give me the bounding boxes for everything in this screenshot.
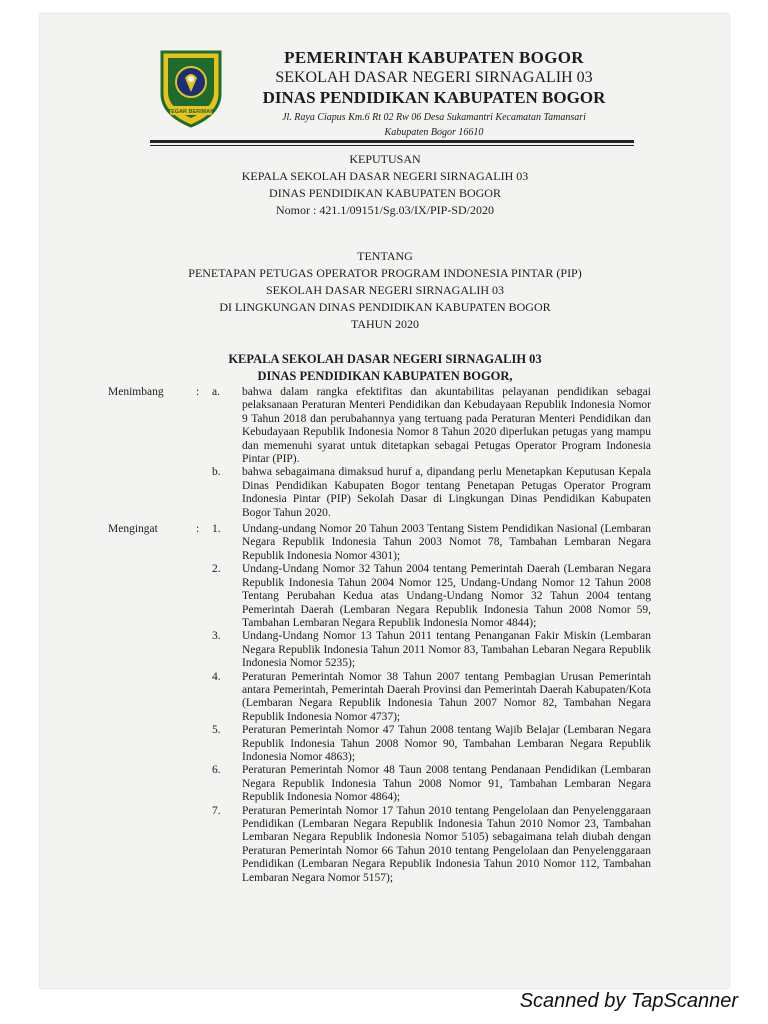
list-item bbox=[40, 563, 729, 630]
item-marker: 1. bbox=[212, 523, 221, 536]
mengingat-label: Mengingat bbox=[108, 523, 158, 536]
about-line-3: DI LINGKUNGAN DINAS PENDIDIKAN KABUPATEN BOGOR bbox=[219, 300, 551, 314]
item-marker: 4. bbox=[212, 670, 221, 683]
decree-line-2: DINAS PENDIDIKAN KABUPATEN BOGOR bbox=[269, 186, 501, 200]
letterhead-postcode: Kabupaten Bogor 16610 bbox=[384, 127, 484, 138]
issuer-line-1: KEPALA SEKOLAH DASAR NEGERI SIRNAGALIH 03 bbox=[228, 352, 542, 366]
item-text: bahwa sebagaimana dimaksud huruf a, dipandang perlu Menetapkan Keputusan Kepala Dinas Pendidikan Kabupaten Bogor tentang Penetapan Petugas Operator Program Indonesia Pintar (PIP) Sekolah Dasar di Lingkungan Dinas Pendidikan Kabupaten Bogor Tahun 2020. bbox=[242, 466, 651, 519]
item-marker: 5. bbox=[212, 724, 221, 737]
letterhead-address: Jl. Raya Ciapus Km.6 Rt 02 Rw 06 Desa Sukamantri Kecamatan Tamansari bbox=[282, 112, 586, 123]
logo-motto: TEGAR BERIMAN bbox=[167, 109, 215, 115]
mengingat-section bbox=[40, 523, 729, 885]
item-marker: 2. bbox=[212, 563, 221, 576]
item-marker: a. bbox=[212, 386, 220, 398]
about-line-1: PENETAPAN PETUGAS OPERATOR PROGRAM INDONESIA PINTAR (PIP) bbox=[188, 266, 582, 280]
item-text: Undang-undang Nomor 20 Tahun 2003 Tentang Sistem Pendidikan Nasional (Lembaran Negara Republik Indonesia Tahun 2003 Nomot 78, Tambahan Lembaran Negara Republik Indonesia Nomor 4301); bbox=[242, 523, 651, 562]
item-text: Peraturan Pemerintah Nomor 38 Tahun 2007 tentang Pembagian Urusan Pemerintah antara Pemerintah, Pemerintah Daerah Provinsi dan Pemerintah Daerah Kabupaten/Kota (Lembaran Negara Republik Indonesia Tahun 2007 Nomor 82, Tambahan Negara Republik Indonesia Nomor 4737); bbox=[242, 670, 651, 723]
mengingat-colon: : bbox=[196, 523, 200, 536]
list-item bbox=[40, 724, 729, 764]
item-text: Peraturan Pemerintah Nomor 47 Tahun 2008 tentang Wajib Belajar (Lembaran Negara Republik Indonesia Tahun 2008 Nomor 90, Tambahan Lembaran Negara Republik Indonesia Nomor 4863); bbox=[242, 724, 651, 763]
letterhead-office: DINAS PENDIDIKAN KABUPATEN BOGOR bbox=[262, 88, 606, 107]
bogor-crest-logo bbox=[158, 48, 224, 128]
issuer-line-2: DINAS PENDIDIKAN KABUPATEN BOGOR, bbox=[257, 369, 513, 383]
letterhead bbox=[236, 48, 632, 140]
issuer-heading bbox=[100, 351, 670, 385]
list-item bbox=[40, 466, 729, 520]
list-item bbox=[40, 523, 729, 563]
list-item bbox=[40, 630, 729, 670]
menimbang-colon: : bbox=[196, 386, 200, 398]
menimbang-label: Menimbang bbox=[108, 386, 164, 398]
letterhead-divider-thin bbox=[150, 145, 634, 146]
item-marker: 7. bbox=[212, 804, 221, 817]
list-item bbox=[40, 764, 729, 804]
about-line-4: TAHUN 2020 bbox=[350, 317, 420, 331]
document-page bbox=[40, 14, 729, 988]
item-text: bahwa dalam rangka efektifitas dan akuntabilitas pelayanan pendidikan sebagai pelaksanaan Peraturan Menteri Pendidikan dan Kebudayaan Republik Indonesia Nomor 9 Tahun 2018 dan perubahannya yang tertuang pada Peraturan Menteri Pendidikan dan Kebudayaan Republik Indonesia Nomor 8 Tahun 2020 diperlukan petugas yang mampu dan memenuhi syarat untuk ditetapkan sebagai Petugas Operator Program Indonesia Pintar (PIP). bbox=[242, 386, 651, 466]
item-marker: b. bbox=[212, 466, 221, 479]
list-item bbox=[40, 805, 729, 885]
item-text: Peraturan Pemerintah Nomor 17 Tahun 2010 tentang Pengelolaan dan Penyelenggaraan Pendidikan (Lembaran Negara Republik Indonesia Tahun 2010 Nomor 23, Tambahan Lembaran Negara Republik Indonesia Nomor 5105) sebagaimana telah diubah dengan Peraturan Pemerintah Nomor 66 Tahun 2010 tentang Pengelolaan dan Penyelenggaraan Pendidikan (Lembaran Negara Republik Indonesia Tahun 2010 Nomor 112, Tambahan Lembaran Negara Nomor 5157); bbox=[242, 804, 651, 884]
menimbang-section bbox=[40, 386, 729, 520]
letterhead-school: SEKOLAH DASAR NEGERI SIRNAGALIH 03 bbox=[275, 69, 593, 86]
decree-title: KEPUTUSAN bbox=[349, 152, 421, 166]
decree-line-1: KEPALA SEKOLAH DASAR NEGERI SIRNAGALIH 03 bbox=[241, 169, 529, 183]
about-heading bbox=[100, 248, 670, 333]
item-text: Peraturan Pemerintah Nomor 48 Taun 2008 tentang Pendanaan Pendidikan (Lembaran Negara Republik Indonesia Tahun 2008 Nomor 91, Tambahan Lembaran Negara Republik Indonesia Nomor 4864); bbox=[242, 764, 651, 804]
list-item bbox=[40, 671, 729, 725]
decree-heading bbox=[100, 151, 670, 219]
item-marker: 6. bbox=[212, 764, 221, 777]
letterhead-government: PEMERINTAH KABUPATEN BOGOR bbox=[284, 48, 584, 67]
about-line-2: SEKOLAH DASAR NEGERI SIRNAGALIH 03 bbox=[266, 283, 504, 297]
list-item bbox=[40, 386, 729, 466]
item-text: Undang-Undang Nomor 13 Tahun 2011 tentang Penanganan Fakir Miskin (Lembaran Negara Republik Indonesia Tahun 2011 Nomor 83, Tambahan Lebaran Negara Republik Indonesia Nomor 5235); bbox=[242, 630, 651, 670]
item-text: Undang-Undang Nomor 32 Tahun 2004 tentang Pemerintah Daerah (Lembaran Negara Republik Indonesia Tahun 2004 Nomor 125, Undang-Undang Nomor 12 Tahun 2008 Tentang Perubahan Kedua atas Undang-Undang Nomor 32 Tahun 2004 tentang Pemerintah Daerah (Lembaran Negara Republik Indonesia Tahun 2008 Nomor 59, Tambahan Lembaran Negara Republik Indonesia Nomor 4844); bbox=[242, 563, 651, 629]
scanner-watermark: Scanned by TapScanner bbox=[519, 990, 738, 1012]
item-marker: 3. bbox=[212, 630, 221, 643]
decree-body bbox=[40, 386, 729, 885]
about-title: TENTANG bbox=[357, 249, 413, 263]
letterhead-divider bbox=[150, 140, 634, 143]
decree-number: Nomor : 421.1/09151/Sg.03/IX/PIP-SD/2020 bbox=[275, 203, 494, 217]
